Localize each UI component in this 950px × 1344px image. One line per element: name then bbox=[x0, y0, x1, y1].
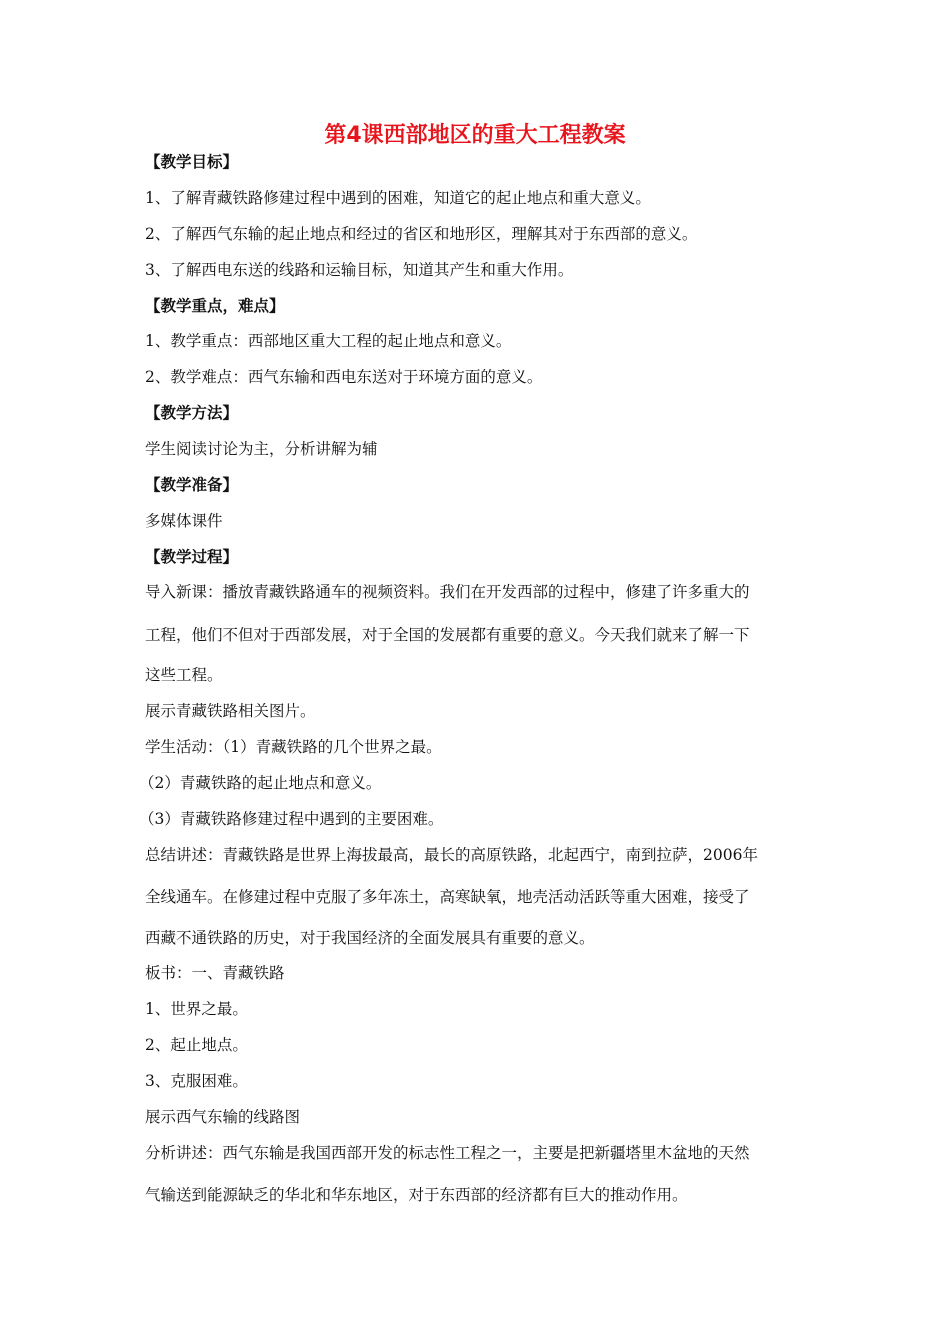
process-line: 板书：一、青藏铁路 bbox=[145, 964, 285, 982]
process-line: 1、世界之最。 bbox=[145, 1000, 248, 1018]
process-line: 展示西气东输的线路图 bbox=[145, 1108, 301, 1126]
keypoint-item: 1、教学重点：西部地区重大工程的起止地点和意义。 bbox=[145, 332, 512, 350]
method-heading: 【教学方法】 bbox=[145, 404, 239, 422]
prep-text: 多媒体课件 bbox=[145, 512, 223, 530]
process-line: 展示青藏铁路相关图片。 bbox=[145, 702, 316, 720]
process-line: 气输送到能源缺乏的华北和华东地区，对于东西部的经济都有巨大的推动作用。 bbox=[145, 1186, 688, 1204]
keypoints-heading: 【教学重点，难点】 bbox=[145, 297, 285, 315]
process-line: 工程，他们不但对于西部发展，对于全国的发展都有重要的意义。今天我们就来了解一下 bbox=[145, 626, 750, 644]
process-heading: 【教学过程】 bbox=[145, 548, 239, 566]
process-line: 学生活动：（1）青藏铁路的几个世界之最。 bbox=[145, 738, 442, 756]
process-line: 西藏不通铁路的历史，对于我国经济的全面发展具有重要的意义。 bbox=[145, 929, 595, 947]
process-line: 导入新课：播放青藏铁路通车的视频资料。我们在开发西部的过程中，修建了许多重大的 bbox=[145, 583, 750, 601]
prep-heading: 【教学准备】 bbox=[145, 476, 239, 494]
process-line: 这些工程。 bbox=[145, 666, 223, 684]
objective-item: 1、了解青藏铁路修建过程中遇到的困难，知道它的起止地点和重大意义。 bbox=[145, 189, 651, 207]
process-line: 2、起止地点。 bbox=[145, 1036, 248, 1054]
process-line: （3）青藏铁路修建过程中遇到的主要困难。 bbox=[139, 810, 444, 828]
process-line: 3、克服困难。 bbox=[145, 1072, 248, 1090]
process-line: 分析讲述：西气东输是我国西部开发的标志性工程之一，主要是把新疆塔里木盆地的天然 bbox=[145, 1144, 750, 1162]
objectives-heading: 【教学目标】 bbox=[145, 153, 239, 171]
method-text: 学生阅读讨论为主，分析讲解为辅 bbox=[145, 440, 378, 458]
objective-item: 2、了解西气东输的起止地点和经过的省区和地形区，理解其对于东西部的意义。 bbox=[145, 225, 698, 243]
process-line: （2）青藏铁路的起止地点和意义。 bbox=[139, 774, 382, 792]
objective-item: 3、了解西电东送的线路和运输目标，知道其产生和重大作用。 bbox=[145, 261, 574, 279]
process-line: 全线通车。在修建过程中克服了多年冻土，高寒缺氧，地壳活动活跃等重大困难，接受了 bbox=[145, 888, 750, 906]
document-title: 第4课西部地区的重大工程教案 bbox=[324, 123, 626, 148]
process-line: 总结讲述：青藏铁路是世界上海拔最高，最长的高原铁路，北起西宁，南到拉萨，2006年 bbox=[145, 846, 758, 864]
keypoint-item: 2、教学难点：西气东输和西电东送对于环境方面的意义。 bbox=[145, 368, 543, 386]
